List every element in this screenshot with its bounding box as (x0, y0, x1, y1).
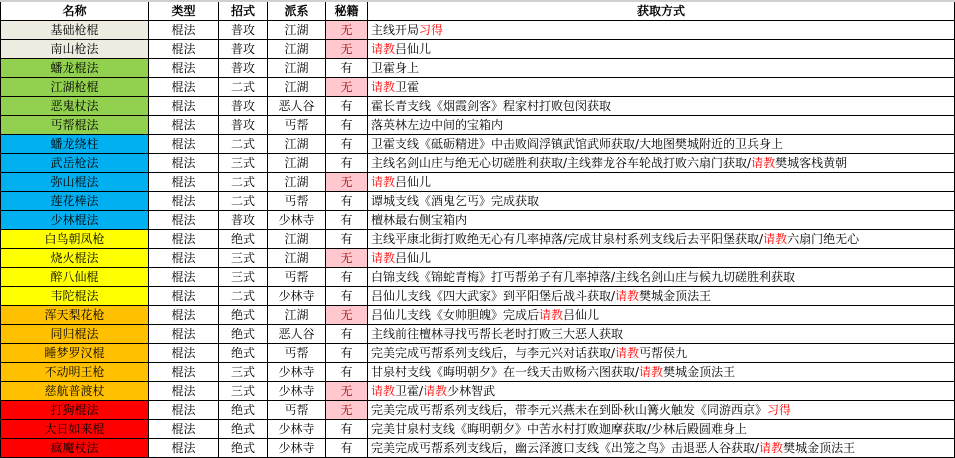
move-cell[interactable]: 三式 (219, 154, 268, 173)
move-cell[interactable]: 二式 (219, 192, 268, 211)
source-cell[interactable] (368, 382, 955, 401)
manual-cell[interactable]: 有 (326, 135, 368, 154)
move-cell[interactable]: 绝式 (219, 230, 268, 249)
skill-name-cell[interactable]: 基础枪棍 (1, 21, 149, 40)
skill-name-cell[interactable]: 烧火棍法 (1, 249, 149, 268)
manual-cell[interactable]: 有 (326, 154, 368, 173)
faction-cell[interactable]: 少林寺 (268, 420, 326, 439)
source-text: 完美完成丐帮系列支线后，幽云泽渡口支线《出笼之鸟》击退恶人谷获取/ (371, 441, 760, 455)
source-cell[interactable] (368, 325, 955, 344)
skill-name-cell[interactable]: 恶鬼杖法 (1, 97, 149, 116)
skill-name-cell[interactable]: 丐帮棍法 (1, 116, 149, 135)
type-cell[interactable]: 棍法 (149, 135, 219, 154)
highlight-text: 请教 (371, 80, 396, 94)
source-text: 吕仙儿 (395, 175, 432, 189)
table-row (1, 382, 955, 401)
source-cell[interactable] (368, 401, 955, 420)
source-cell[interactable] (368, 306, 955, 325)
type-cell[interactable]: 棍法 (149, 78, 219, 97)
source-text: 吕仙儿 (395, 42, 432, 56)
source-text: 樊城金顶法王 (663, 365, 736, 379)
manual-cell[interactable]: 无 (326, 40, 368, 59)
skill-name-cell[interactable]: 慈航普渡杖 (1, 382, 149, 401)
faction-cell[interactable]: 少林寺 (268, 287, 326, 306)
manual-cell[interactable]: 无 (326, 78, 368, 97)
source-text: 樊城客栈黄朝 (775, 156, 848, 170)
table-row (1, 287, 955, 306)
source-text: 卫霍支线《砥砺精进》中击败阎浮镇武馆武师获取/大地图樊城附近的卫兵身上 (371, 137, 784, 151)
faction-cell[interactable]: 江湖 (268, 40, 326, 59)
move-cell[interactable]: 绝式 (219, 325, 268, 344)
move-cell[interactable]: 普攻 (219, 211, 268, 230)
faction-cell[interactable]: 少林寺 (268, 211, 326, 230)
source-cell[interactable] (368, 116, 955, 135)
faction-cell[interactable]: 丐帮 (268, 344, 326, 363)
source-cell[interactable] (368, 97, 955, 116)
source-cell[interactable] (368, 439, 955, 458)
skill-name-cell[interactable]: 蟠龙绕柱 (1, 135, 149, 154)
table-body (1, 21, 955, 458)
type-cell[interactable]: 棍法 (149, 154, 219, 173)
table-row (1, 249, 955, 268)
source-cell[interactable] (368, 40, 955, 59)
source-text: 霍长青支线《烟霞剑客》程家村打败包闵获取 (371, 99, 612, 113)
table-row (1, 21, 955, 40)
move-cell[interactable]: 二式 (219, 135, 268, 154)
faction-cell[interactable]: 江湖 (268, 230, 326, 249)
highlight-text: 请教 (371, 251, 396, 265)
type-cell[interactable]: 棍法 (149, 306, 219, 325)
table-row (1, 306, 955, 325)
table-row (1, 420, 955, 439)
source-text: 甘泉村支线《晦明朝夕》在一线天击败杨六图获取/ (371, 365, 640, 379)
source-text: 白锦支线《锦蛇青梅》打丐帮弟子有几率掉落/主线名剑山庄与候九切磋胜利获取 (371, 270, 796, 284)
table-row (1, 173, 955, 192)
type-cell[interactable]: 棍法 (149, 192, 219, 211)
type-cell[interactable]: 棍法 (149, 363, 219, 382)
skill-name-cell[interactable]: 同归棍法 (1, 325, 149, 344)
highlight-text: 请教 (639, 365, 664, 379)
source-text: 完美甘泉村支线《晦明朝夕》中苦水村打败迦摩获取/少林后殿圆难身上 (371, 422, 748, 436)
skill-name-cell[interactable]: 少林棍法 (1, 211, 149, 230)
table-row (1, 97, 955, 116)
header-source: 获取方式 (368, 1, 955, 21)
highlight-text: 习得 (767, 403, 792, 417)
source-text: 吕仙儿支线《女帅胆魄》完成后 (371, 308, 540, 322)
manual-cell[interactable]: 有 (326, 192, 368, 211)
skill-name-cell[interactable]: 弥山棍法 (1, 173, 149, 192)
source-text: 卫霍身上 (371, 61, 420, 75)
faction-cell[interactable]: 江湖 (268, 21, 326, 40)
source-text: 完美完成丐帮系列支线后，与李元兴对话获取/ (371, 346, 616, 360)
table-row (1, 401, 955, 420)
manual-cell[interactable]: 有 (326, 439, 368, 458)
move-cell[interactable]: 二式 (219, 78, 268, 97)
type-cell[interactable]: 棍法 (149, 420, 219, 439)
highlight-text: 请教 (751, 156, 776, 170)
manual-cell[interactable]: 有 (326, 59, 368, 78)
source-text: 樊城金顶法王 (639, 289, 712, 303)
source-cell[interactable] (368, 230, 955, 249)
type-cell[interactable]: 棍法 (149, 382, 219, 401)
highlight-text: 习得 (419, 23, 444, 37)
faction-cell[interactable]: 少林寺 (268, 439, 326, 458)
faction-cell[interactable]: 恶人谷 (268, 97, 326, 116)
move-cell[interactable]: 三式 (219, 249, 268, 268)
type-cell[interactable]: 棍法 (149, 268, 219, 287)
move-cell[interactable]: 二式 (219, 287, 268, 306)
move-cell[interactable]: 普攻 (219, 97, 268, 116)
table-row (1, 211, 955, 230)
faction-cell[interactable]: 江湖 (268, 135, 326, 154)
header-manual: 秘籍 (326, 1, 368, 21)
type-cell[interactable]: 棍法 (149, 401, 219, 420)
skill-name-cell[interactable]: 打狗棍法 (1, 401, 149, 420)
source-cell[interactable] (368, 344, 955, 363)
manual-cell[interactable]: 有 (326, 97, 368, 116)
table-row (1, 325, 955, 344)
highlight-text: 请教 (615, 346, 640, 360)
source-cell[interactable] (368, 420, 955, 439)
table-row (1, 192, 955, 211)
manual-cell[interactable]: 有 (326, 116, 368, 135)
type-cell[interactable]: 棍法 (149, 97, 219, 116)
move-cell[interactable]: 三式 (219, 382, 268, 401)
move-cell[interactable]: 普攻 (219, 40, 268, 59)
source-text: 主线前往檀林寻找丐帮长老时打败三大恶人获取 (371, 327, 624, 341)
type-cell[interactable]: 棍法 (149, 344, 219, 363)
table-row (1, 439, 955, 458)
faction-cell[interactable]: 江湖 (268, 173, 326, 192)
move-cell[interactable]: 三式 (219, 363, 268, 382)
faction-cell[interactable]: 江湖 (268, 249, 326, 268)
source-cell[interactable] (368, 173, 955, 192)
skill-name-cell[interactable]: 醉八仙棍 (1, 268, 149, 287)
faction-cell[interactable]: 丐帮 (268, 116, 326, 135)
table-row (1, 116, 955, 135)
type-cell[interactable]: 棍法 (149, 173, 219, 192)
move-cell[interactable]: 绝式 (219, 420, 268, 439)
faction-cell[interactable]: 恶人谷 (268, 325, 326, 344)
manual-cell[interactable]: 有 (326, 211, 368, 230)
type-cell[interactable]: 棍法 (149, 211, 219, 230)
source-text: 卫霍 (395, 80, 420, 94)
skill-name-cell[interactable]: 江湖枪棍 (1, 78, 149, 97)
manual-cell[interactable]: 有 (326, 230, 368, 249)
table-row (1, 230, 955, 249)
manual-cell[interactable]: 无 (326, 21, 368, 40)
table-row (1, 268, 955, 287)
highlight-text: 请教 (759, 441, 784, 455)
table-row (1, 78, 955, 97)
source-text: 谭城支线《酒鬼乞丐》完成获取 (371, 194, 540, 208)
type-cell[interactable]: 棍法 (149, 40, 219, 59)
skill-name-cell[interactable]: 睡梦罗汉棍 (1, 344, 149, 363)
skill-name-cell[interactable]: 浑天梨花枪 (1, 306, 149, 325)
type-cell[interactable]: 棍法 (149, 249, 219, 268)
type-cell[interactable]: 棍法 (149, 439, 219, 458)
header-row (1, 1, 955, 21)
source-text: 主线平康北街打败绝无心有几率掉落/完成甘泉村系列支线后去平阳堡获取/ (371, 232, 764, 246)
faction-cell[interactable]: 少林寺 (268, 382, 326, 401)
type-cell[interactable]: 棍法 (149, 325, 219, 344)
move-cell[interactable]: 普攻 (219, 21, 268, 40)
move-cell[interactable]: 普攻 (219, 59, 268, 78)
highlight-text: 请教 (763, 232, 788, 246)
table-row (1, 344, 955, 363)
skill-name-cell[interactable]: 蟠龙棍法 (1, 59, 149, 78)
source-text: 吕仙儿 (395, 251, 432, 265)
source-text: 吕仙儿支线《四大武家》到平阳堡后战斗获取/ (371, 289, 616, 303)
source-cell[interactable] (368, 135, 955, 154)
header-faction: 派系 (268, 1, 326, 21)
source-cell[interactable] (368, 59, 955, 78)
skill-name-cell[interactable]: 韦陀棍法 (1, 287, 149, 306)
manual-cell[interactable]: 有 (326, 420, 368, 439)
source-cell[interactable] (368, 192, 955, 211)
source-cell[interactable] (368, 287, 955, 306)
header-move: 招式 (219, 1, 268, 21)
faction-cell[interactable]: 江湖 (268, 306, 326, 325)
faction-cell[interactable]: 江湖 (268, 78, 326, 97)
source-cell[interactable] (368, 21, 955, 40)
skill-name-cell[interactable]: 不动明王枪 (1, 363, 149, 382)
table-row (1, 135, 955, 154)
faction-cell[interactable]: 丐帮 (268, 192, 326, 211)
table-row (1, 40, 955, 59)
source-cell[interactable] (368, 268, 955, 287)
manual-cell[interactable]: 无 (326, 306, 368, 325)
skill-name-cell[interactable]: 武岳枪法 (1, 154, 149, 173)
faction-cell[interactable]: 少林寺 (268, 363, 326, 382)
source-text: 落英林左边中间的宝箱内 (371, 118, 504, 132)
move-cell[interactable]: 绝式 (219, 401, 268, 420)
highlight-text: 请教 (423, 384, 448, 398)
manual-cell[interactable]: 无 (326, 249, 368, 268)
table-row (1, 59, 955, 78)
type-cell[interactable]: 棍法 (149, 230, 219, 249)
source-cell[interactable] (368, 154, 955, 173)
skill-name-cell[interactable]: 莲花棒法 (1, 192, 149, 211)
header-type: 类型 (149, 1, 219, 21)
source-text: 主线名剑山庄与绝无心切磋胜利获取/主线葬龙谷车轮战打败六扇门获取/ (371, 156, 752, 170)
type-cell[interactable]: 棍法 (149, 59, 219, 78)
source-text: 吕仙儿 (563, 308, 600, 322)
source-text: 卫霍/ (395, 384, 424, 398)
skill-name-cell[interactable]: 南山枪法 (1, 40, 149, 59)
manual-cell[interactable]: 有 (326, 268, 368, 287)
source-text: 檀林最右侧宝箱内 (371, 213, 468, 227)
highlight-text: 请教 (539, 308, 564, 322)
move-cell[interactable]: 二式 (219, 173, 268, 192)
faction-cell[interactable]: 江湖 (268, 154, 326, 173)
source-text: 丐帮侯九 (639, 346, 688, 360)
source-cell[interactable] (368, 211, 955, 230)
manual-cell[interactable]: 有 (326, 344, 368, 363)
manual-cell[interactable]: 有 (326, 325, 368, 344)
highlight-text: 请教 (371, 42, 396, 56)
skill-name-cell[interactable]: 白鸟朝凤枪 (1, 230, 149, 249)
source-text: 完美完成丐帮系列支线后，带李元兴燕未在到卧秋山篝火触发《同游西京》 (371, 403, 768, 417)
manual-cell[interactable]: 有 (326, 287, 368, 306)
source-text: 主线开局 (371, 23, 420, 37)
move-cell[interactable]: 三式 (219, 268, 268, 287)
highlight-text: 请教 (615, 289, 640, 303)
source-text: 六扇门绝无心 (787, 232, 860, 246)
skill-name-cell[interactable]: 疯魔杖法 (1, 439, 149, 458)
source-text: 樊城金顶法王 (783, 441, 856, 455)
type-cell[interactable]: 棍法 (149, 116, 219, 135)
table-row (1, 154, 955, 173)
faction-cell[interactable]: 丐帮 (268, 401, 326, 420)
manual-cell[interactable]: 无 (326, 382, 368, 401)
source-text: 少林智武 (447, 384, 496, 398)
faction-cell[interactable]: 江湖 (268, 59, 326, 78)
move-cell[interactable]: 绝式 (219, 439, 268, 458)
manual-cell[interactable]: 有 (326, 363, 368, 382)
move-cell[interactable]: 普攻 (219, 116, 268, 135)
highlight-text: 请教 (371, 384, 396, 398)
source-cell[interactable] (368, 249, 955, 268)
manual-cell[interactable]: 无 (326, 173, 368, 192)
manual-cell[interactable]: 无 (326, 401, 368, 420)
highlight-text: 请教 (371, 175, 396, 189)
header-name: 名称 (1, 1, 149, 21)
move-cell[interactable]: 绝式 (219, 306, 268, 325)
source-cell[interactable] (368, 78, 955, 97)
type-cell[interactable]: 棍法 (149, 21, 219, 40)
source-cell[interactable] (368, 363, 955, 382)
move-cell[interactable]: 绝式 (219, 344, 268, 363)
skill-name-cell[interactable]: 大日如来棍 (1, 420, 149, 439)
table-row (1, 363, 955, 382)
faction-cell[interactable]: 丐帮 (268, 268, 326, 287)
type-cell[interactable]: 棍法 (149, 287, 219, 306)
